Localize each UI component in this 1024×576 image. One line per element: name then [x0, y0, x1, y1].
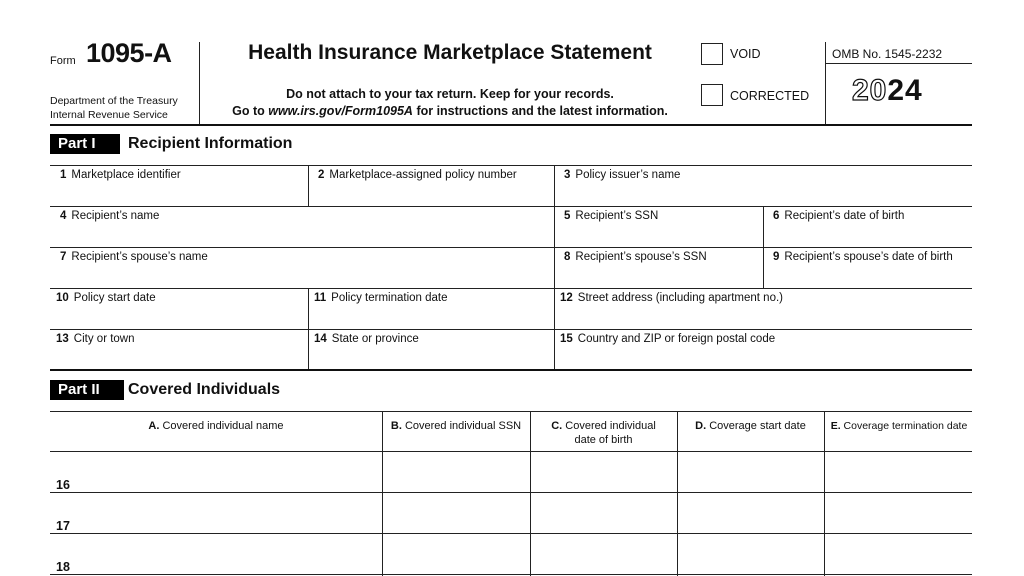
part-2-top-rule — [50, 411, 972, 412]
part-2-tag: Part II — [50, 380, 124, 400]
form-number: 1095-A — [86, 38, 172, 68]
part-1-tag: Part I — [50, 134, 120, 154]
field-label: Policy start date — [73, 292, 156, 304]
field-number: 1 — [60, 169, 67, 181]
col-header-ssn — [382, 419, 530, 433]
col-label: Covered individual name — [162, 420, 284, 432]
field-label: Recipient’s date of birth — [784, 210, 905, 222]
table-row-rule — [50, 574, 972, 575]
col-header-name — [50, 419, 382, 433]
field-number: 7 — [60, 251, 67, 263]
row-number-18: 18 — [56, 560, 70, 574]
agency-name — [50, 94, 178, 122]
col-rule — [554, 206, 555, 288]
col-rule — [554, 165, 555, 206]
part-2-title: Covered Individuals — [128, 381, 281, 398]
col-label: Covered individual SSN — [404, 420, 522, 432]
agency-line-2: Internal Revenue Service — [50, 109, 168, 121]
table-row-rule — [50, 492, 972, 493]
field-label: Recipient’s spouse’s SSN — [575, 251, 707, 263]
field-label: Street address (including apartment no.) — [577, 292, 783, 304]
col-label-line-2: date of birth — [574, 434, 633, 446]
field-number: 11 — [314, 292, 327, 304]
field-number: 8 — [564, 251, 571, 263]
header-bottom-rule — [50, 124, 972, 126]
field-spouse-ssn[interactable] — [564, 251, 707, 263]
field-label: Policy termination date — [331, 292, 448, 304]
omb-underline — [826, 63, 972, 64]
field-marketplace-identifier[interactable] — [60, 169, 181, 181]
part-1-bottom-rule — [50, 369, 972, 371]
row-rule — [50, 247, 972, 248]
col-header-start-date — [677, 419, 824, 433]
field-number: 2 — [318, 169, 325, 181]
col-rule — [308, 165, 309, 206]
void-label: VOID — [730, 47, 761, 61]
col-label: Coverage termination date — [843, 420, 968, 432]
field-number: 6 — [773, 210, 780, 222]
table-col-rule — [382, 411, 383, 576]
field-number: 4 — [60, 210, 67, 222]
row-rule — [50, 206, 972, 207]
col-letter: C. — [551, 420, 563, 432]
col-header-dob — [530, 419, 677, 447]
field-recipient-dob[interactable] — [773, 210, 904, 222]
tax-year — [852, 74, 923, 108]
table-col-rule — [824, 411, 825, 576]
irs-link[interactable]: www.irs.gov/Form1095A — [268, 104, 413, 118]
table-header-rule — [50, 451, 972, 452]
agency-line-1: Department of the Treasury — [50, 95, 178, 107]
col-rule — [554, 288, 555, 369]
field-policy-issuer[interactable] — [564, 169, 680, 181]
row-rule — [50, 329, 972, 330]
part-1-title: Recipient Information — [128, 135, 293, 152]
col-header-termination-date — [824, 419, 974, 433]
part-1-top-rule — [50, 165, 972, 166]
field-label: Country and ZIP or foreign postal code — [577, 333, 776, 345]
field-policy-number[interactable] — [318, 169, 517, 181]
field-number: 5 — [564, 210, 571, 222]
field-label: Recipient’s SSN — [575, 210, 659, 222]
corrected-checkbox[interactable] — [701, 84, 723, 106]
field-number: 9 — [773, 251, 780, 263]
field-number: 12 — [560, 292, 573, 304]
row-rule — [50, 288, 972, 289]
table-row-rule — [50, 533, 972, 534]
row-number-16: 16 — [56, 478, 70, 492]
field-recipient-ssn[interactable] — [564, 210, 658, 222]
field-number: 3 — [564, 169, 571, 181]
col-rule — [763, 206, 764, 288]
col-rule — [308, 288, 309, 369]
field-city[interactable] — [56, 333, 135, 345]
instruction-line-2 — [200, 104, 700, 118]
form-label: Form — [50, 55, 76, 67]
field-number: 14 — [314, 333, 327, 345]
col-label: Coverage start date — [709, 420, 806, 432]
field-spouse-dob[interactable] — [773, 251, 953, 263]
col-letter: E. — [830, 420, 841, 432]
field-recipient-name[interactable] — [60, 210, 159, 222]
field-number: 13 — [56, 333, 69, 345]
col-letter: B. — [390, 420, 402, 432]
form-title: Health Insurance Marketplace Statement — [248, 41, 652, 64]
table-col-rule — [677, 411, 678, 576]
field-policy-start-date[interactable] — [56, 292, 156, 304]
col-letter: D. — [695, 420, 707, 432]
field-label: Recipient’s spouse’s date of birth — [784, 251, 953, 263]
field-label: Recipient’s name — [71, 210, 160, 222]
header-divider-right — [825, 42, 826, 124]
field-country-zip[interactable] — [560, 333, 775, 345]
field-number: 15 — [560, 333, 573, 345]
corrected-label: CORRECTED — [730, 89, 810, 103]
field-label: Marketplace-assigned policy number — [329, 169, 517, 181]
field-label: Marketplace identifier — [71, 169, 181, 181]
field-label: City or town — [73, 333, 135, 345]
instruction-suffix: for instructions and the latest information. — [412, 104, 668, 118]
field-label: Policy issuer’s name — [575, 169, 681, 181]
field-state[interactable] — [314, 333, 419, 345]
field-street-address[interactable] — [560, 292, 783, 304]
void-checkbox[interactable] — [701, 43, 723, 65]
field-policy-termination-date[interactable] — [314, 292, 448, 304]
instruction-line-1: Do not attach to your tax return. Keep for your records. — [286, 87, 614, 101]
row-number-17: 17 — [56, 519, 70, 533]
omb-number: OMB No. 1545-2232 — [832, 47, 943, 61]
tax-year-suffix: 24 — [887, 74, 923, 107]
field-label: Recipient’s spouse’s name — [71, 251, 208, 263]
field-number: 10 — [56, 292, 69, 304]
instruction-prefix: Go to — [232, 104, 269, 118]
field-spouse-name[interactable] — [60, 251, 208, 263]
tax-year-prefix: 20 — [852, 74, 888, 107]
col-label: Covered individual — [565, 420, 656, 432]
field-label: State or province — [331, 333, 419, 345]
col-letter: A. — [148, 420, 160, 432]
